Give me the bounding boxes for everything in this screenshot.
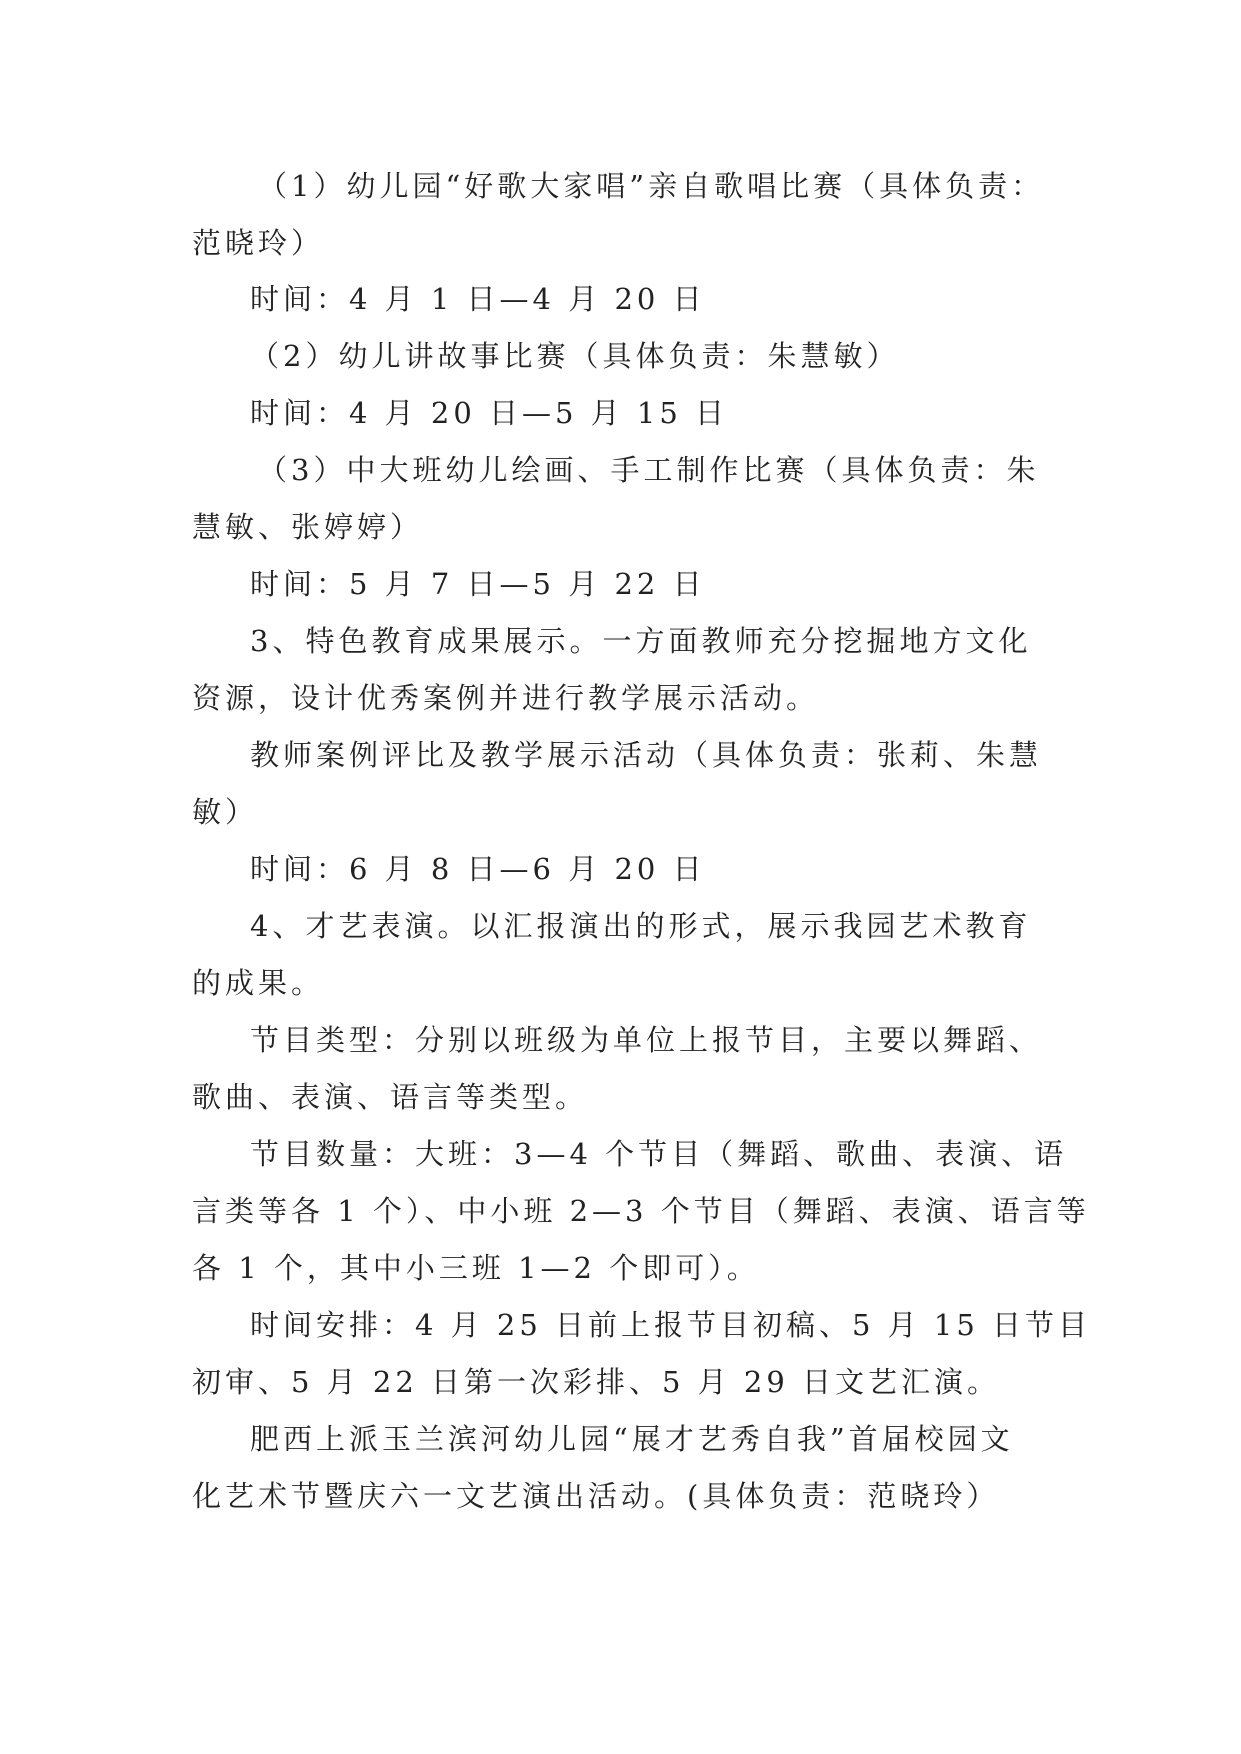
paragraph-line: 言类等各 1 个）、中小班 2—3 个节目（舞蹈、表演、语言等 bbox=[192, 1194, 1090, 1228]
paragraph-line: 敏） bbox=[192, 795, 259, 829]
paragraph-line: 教师案例评比及教学展示活动（具体负责：张莉、朱慧 bbox=[250, 738, 1043, 772]
paragraph-line: 时间：4 月 20 日—5 月 15 日 bbox=[250, 396, 729, 430]
paragraph-line: （2）幼儿讲故事比赛（具体负责：朱慧敏） bbox=[250, 339, 900, 373]
paragraph-line: 歌曲、表演、语言等类型。 bbox=[192, 1080, 589, 1114]
paragraph-line: 4、才艺表演。以汇报演出的形式，展示我园艺术教育 bbox=[250, 909, 1032, 943]
paragraph-line: 化艺术节暨庆六一文艺演出活动。(具体负责：范晓玲） bbox=[192, 1479, 1000, 1513]
paragraph-line: 3、特色教育成果展示。一方面教师充分挖掘地方文化 bbox=[250, 624, 1032, 658]
paragraph-line: 各 1 个，其中小三班 1—2 个即可）。 bbox=[192, 1251, 760, 1285]
paragraph-line: 范晓玲） bbox=[192, 226, 325, 260]
paragraph-line: （3）中大班幼儿绘画、手工制作比赛（具体负责：朱 bbox=[258, 453, 1040, 487]
paragraph-line: 时间：6 月 8 日—6 月 20 日 bbox=[250, 852, 706, 886]
paragraph-line: 的成果。 bbox=[192, 966, 325, 1000]
paragraph-line: 时间：4 月 1 日—4 月 20 日 bbox=[250, 282, 706, 316]
paragraph-line: 资源，设计优秀案例并进行教学展示活动。 bbox=[192, 681, 820, 715]
paragraph-line: 初审、5 月 22 日第一次彩排、5 月 29 日文艺汇演。 bbox=[192, 1365, 1001, 1399]
paragraph-line: 节目数量：大班：3—4 个节目（舞蹈、歌曲、表演、语 bbox=[250, 1137, 1068, 1171]
paragraph-line: 时间安排：4 月 25 日前上报节目初稿、5 月 15 日节目 bbox=[250, 1308, 1092, 1342]
paragraph-line: （1）幼儿园“好歌大家唱”亲自歌唱比赛（具体负责： bbox=[258, 169, 1045, 203]
paragraph-line: 肥西上派玉兰滨河幼儿园“展才艺秀自我”首届校园文 bbox=[250, 1422, 1014, 1456]
paragraph-line: 时间：5 月 7 日—5 月 22 日 bbox=[250, 567, 706, 601]
paragraph-line: 节目类型：分别以班级为单位上报节目，主要以舞蹈、 bbox=[250, 1023, 1043, 1057]
paragraph-line: 慧敏、张婷婷） bbox=[192, 510, 424, 544]
